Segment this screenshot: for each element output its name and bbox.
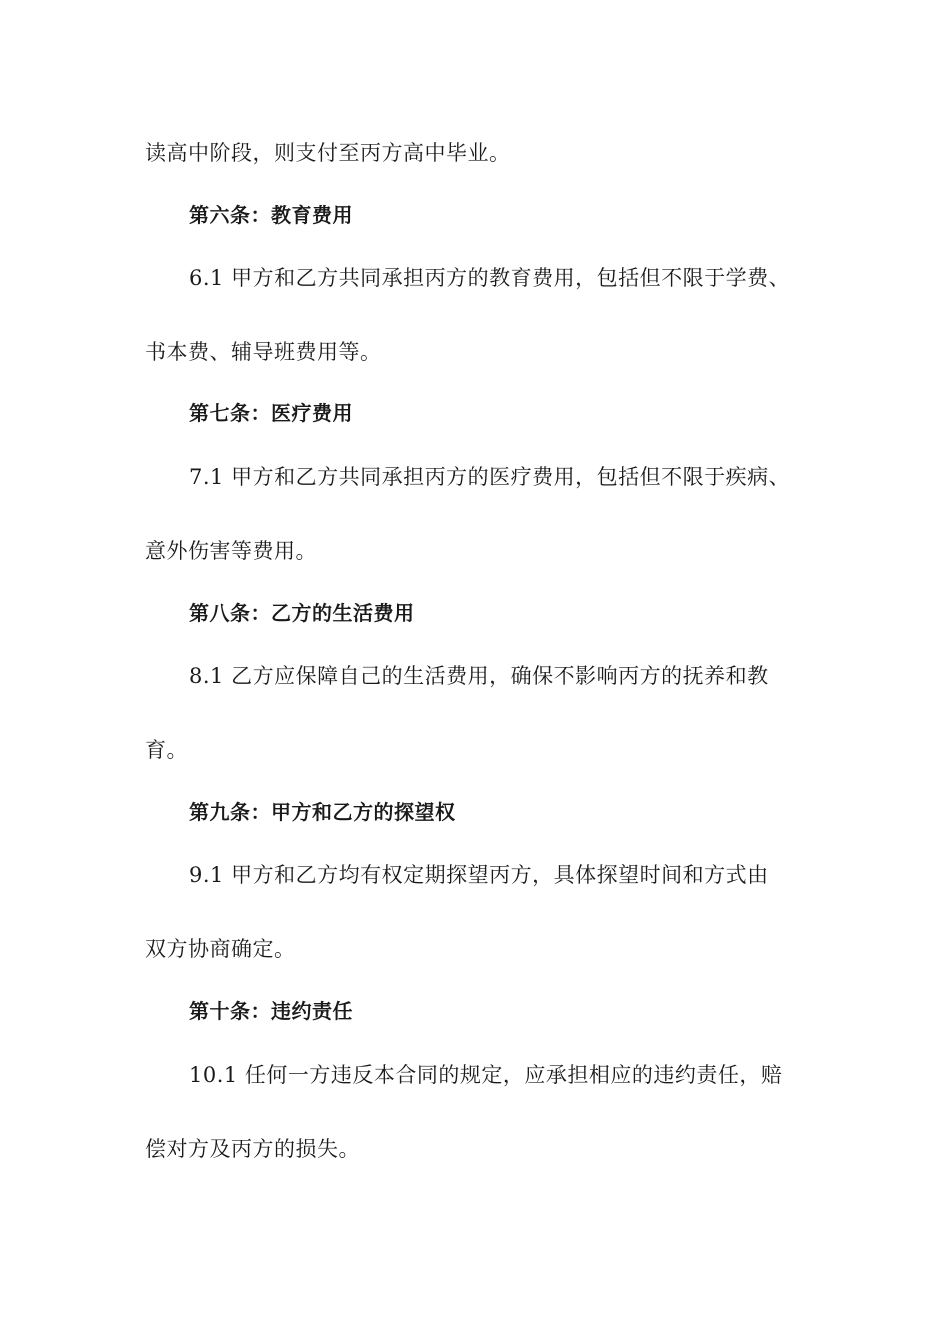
article-9-clause-line-2: 双方协商确定。 bbox=[145, 937, 296, 961]
article-8-clause-line-1: 8.1 乙方应保障自己的生活费用，确保不影响丙方的抚养和教 bbox=[189, 664, 769, 688]
article-9-clause-line-1: 9.1 甲方和乙方均有权定期探望丙方，具体探望时间和方式由 bbox=[189, 863, 769, 887]
article-6-clause-line-1: 6.1 甲方和乙方共同承担丙方的教育费用，包括但不限于学费、 bbox=[189, 266, 791, 290]
paragraph-continuation: 读高中阶段，则支付至丙方高中毕业。 bbox=[145, 141, 511, 165]
article-7-clause-line-1: 7.1 甲方和乙方共同承担丙方的医疗费用，包括但不限于疾病、 bbox=[189, 465, 791, 489]
article-6-clause-line-2: 书本费、辅导班费用等。 bbox=[145, 340, 382, 364]
article-8-heading: 第八条：乙方的生活费用 bbox=[189, 601, 415, 625]
article-9-heading: 第九条：甲方和乙方的探望权 bbox=[189, 800, 456, 824]
article-10-heading: 第十条：违约责任 bbox=[189, 999, 353, 1023]
article-10-clause-line-1: 10.1 任何一方违反本合同的规定，应承担相应的违约责任，赔 bbox=[189, 1063, 783, 1087]
article-6-heading: 第六条：教育费用 bbox=[189, 203, 353, 227]
article-10-clause-line-2: 偿对方及丙方的损失。 bbox=[145, 1137, 360, 1161]
article-7-heading: 第七条：医疗费用 bbox=[189, 401, 353, 425]
article-7-clause-line-2: 意外伤害等费用。 bbox=[145, 539, 317, 563]
article-8-clause-line-2: 育。 bbox=[145, 738, 188, 762]
